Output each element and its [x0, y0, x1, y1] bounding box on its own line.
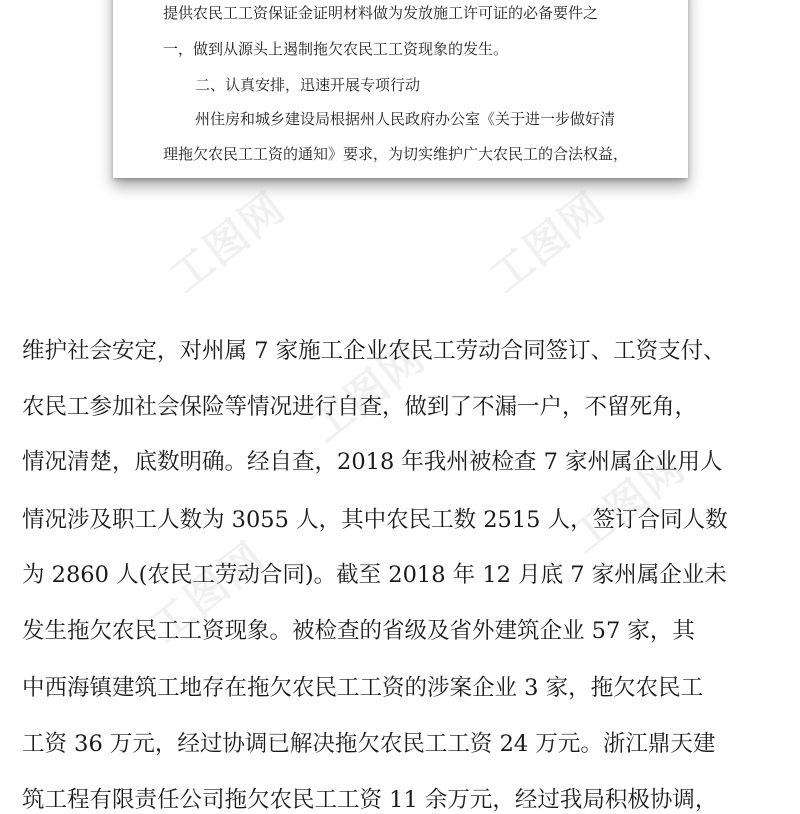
body-line: 中西海镇建筑工地存在拖欠农民工工资的涉案企业 3 家，拖欠农民工 [22, 675, 704, 701]
body-line: 情况涉及职工人数为 3055 人，其中农民工数 2515 人，签订合同人数 [22, 507, 728, 533]
card-line-1: 提供农民工工资保证金证明材料做为发放施工许可证的必备要件之 [163, 4, 599, 22]
watermark: 工图网 [160, 182, 295, 302]
watermark: 工图网 [140, 532, 275, 652]
card-line-2: 一，做到从源头上遏制拖欠农民工工资现象的发生。 [163, 40, 509, 58]
document-preview-card [113, 0, 688, 178]
body-line: 为 2860 人(农民工劳动合同)。截至 2018 年 12 月底 7 家州属企业未 [22, 562, 727, 588]
card-line-5: 理拖欠农民工工资的通知》要求，为切实维护广大农民工的合法权益， [163, 145, 629, 163]
body-line: 筑工程有限责任公司拖欠农民工工资 11 余万元，经过我局积极协调， [22, 787, 718, 813]
card-line-3: 二、认真安排，迅速开展专项行动 [195, 76, 421, 94]
body-line: 发生拖欠农民工工资现象。被检查的省级及省外建筑企业 57 家，其 [22, 618, 695, 644]
card-line-4: 州住房和城乡建设局根据州人民政府办公室《关于进一步做好清 [195, 110, 616, 128]
watermark: 工图网 [560, 442, 695, 562]
watermark: 工图网 [480, 182, 615, 302]
body-line: 维护社会安定，对州属 7 家施工企业农民工劳动合同签订、工资支付、 [22, 338, 726, 364]
body-line: 工资 36 万元，经过协调已解决拖欠农民工工资 24 万元。浙江鼎天建 [22, 731, 716, 757]
body-line: 农民工参加社会保险等情况进行自查，做到了不漏一户，不留死角， [22, 394, 698, 420]
watermark: 工图网 [300, 332, 435, 452]
body-line: 情况清楚，底数明确。经自查，2018 年我州被检查 7 家州属企业用人 [22, 449, 723, 475]
